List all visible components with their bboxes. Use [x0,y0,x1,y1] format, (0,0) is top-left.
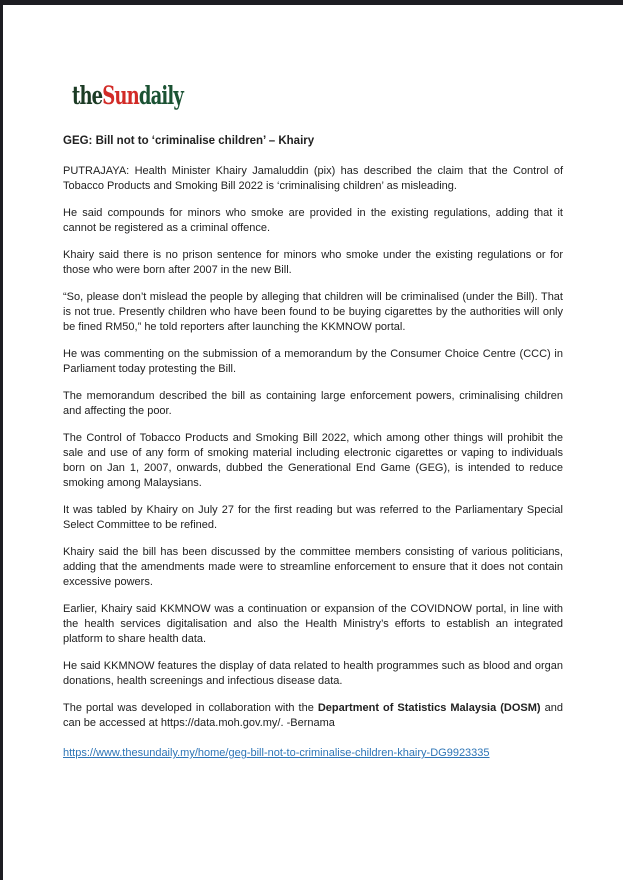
article-paragraph: He said compounds for minors who smoke are provided in the existing regulations, adding that it cannot be registered as a criminal offence. [63,207,563,234]
article-paragraph: The Control of Tobacco Products and Smoking Bill 2022, which among other things will prohibit the sale and use of any form of smoking material including electronic cigarettes or vaping to individuals born on Jan 1, 2007, onwards, dubbed the Generational End Game (GEG), is intended to reduce smoking among Malaysians. [63,432,563,489]
article-paragraph: Earlier, Khairy said KKMNOW was a continuation or expansion of the COVIDNOW portal, in line with the health services digitalisation and also the Health Ministry’s efforts to establish an integrated platform to share health data. [63,603,563,645]
article-paragraph: The memorandum described the bill as containing large enforcement powers, criminalising children and affecting the poor. [63,390,563,417]
collab-paragraph [63,701,563,731]
logo-part-daily: daily [138,81,183,110]
article-paragraph: It was tabled by Khairy on July 27 for the first reading but was referred to the Parliamentary Special Select Committee to be refined. [63,504,563,531]
article-paragraph: Khairy said there is no prison sentence for minors who smoke under the existing regulations or for those who were born after 2007 in the new Bill. [63,249,563,276]
article-paragraph: PUTRAJAYA: Health Minister Khairy Jamaluddin (pix) has described the claim that the Control of Tobacco Products and Smoking Bill 2022 is ‘criminalising children’ as misleading. [63,165,563,192]
logo-text [72,81,183,111]
logo-part-the: the [72,81,103,110]
collab-text-after: and can be accessed at https://data.moh.gov.my/. -Bernama [63,702,563,729]
article-headline: GEG: Bill not to ‘criminalise children’ – Khairy [63,135,315,147]
source-link[interactable]: https://www.thesundaily.my/home/geg-bill-not-to-criminalise-children-khairy-DG9923335 [63,747,490,759]
logo-part-sun: Sun [102,81,139,110]
article-paragraph: He said KKMNOW features the display of data related to health programmes such as blood and organ donations, health screenings and infectious disease data. [63,660,563,687]
article-paragraph: He was commenting on the submission of a memorandum by the Consumer Choice Centre (CCC) in Parliament today protesting the Bill. [63,348,563,375]
source-link-line [63,746,563,761]
article-paragraph: Khairy said the bill has been discussed by the committee members consisting of various politicians, adding that the amendments made were to streamline enforcement to ensure that it does not contain excessive powers. [63,546,563,588]
collab-bold-dosm: Department of Statistics Malaysia (DOSM) [317,702,541,714]
article-content [3,81,623,761]
thesundaily-logo [72,81,563,113]
collab-text-before: The portal was developed in collaboration with the [63,702,318,714]
article-paragraph: “So, please don’t mislead the people by alleging that children will be criminalised (under the Bill). That is not true. Presently children who have been found to be buying cigarettes by the authorities will only be fined RM50,” he told reporters after launching the KKMNOW portal. [63,291,563,333]
